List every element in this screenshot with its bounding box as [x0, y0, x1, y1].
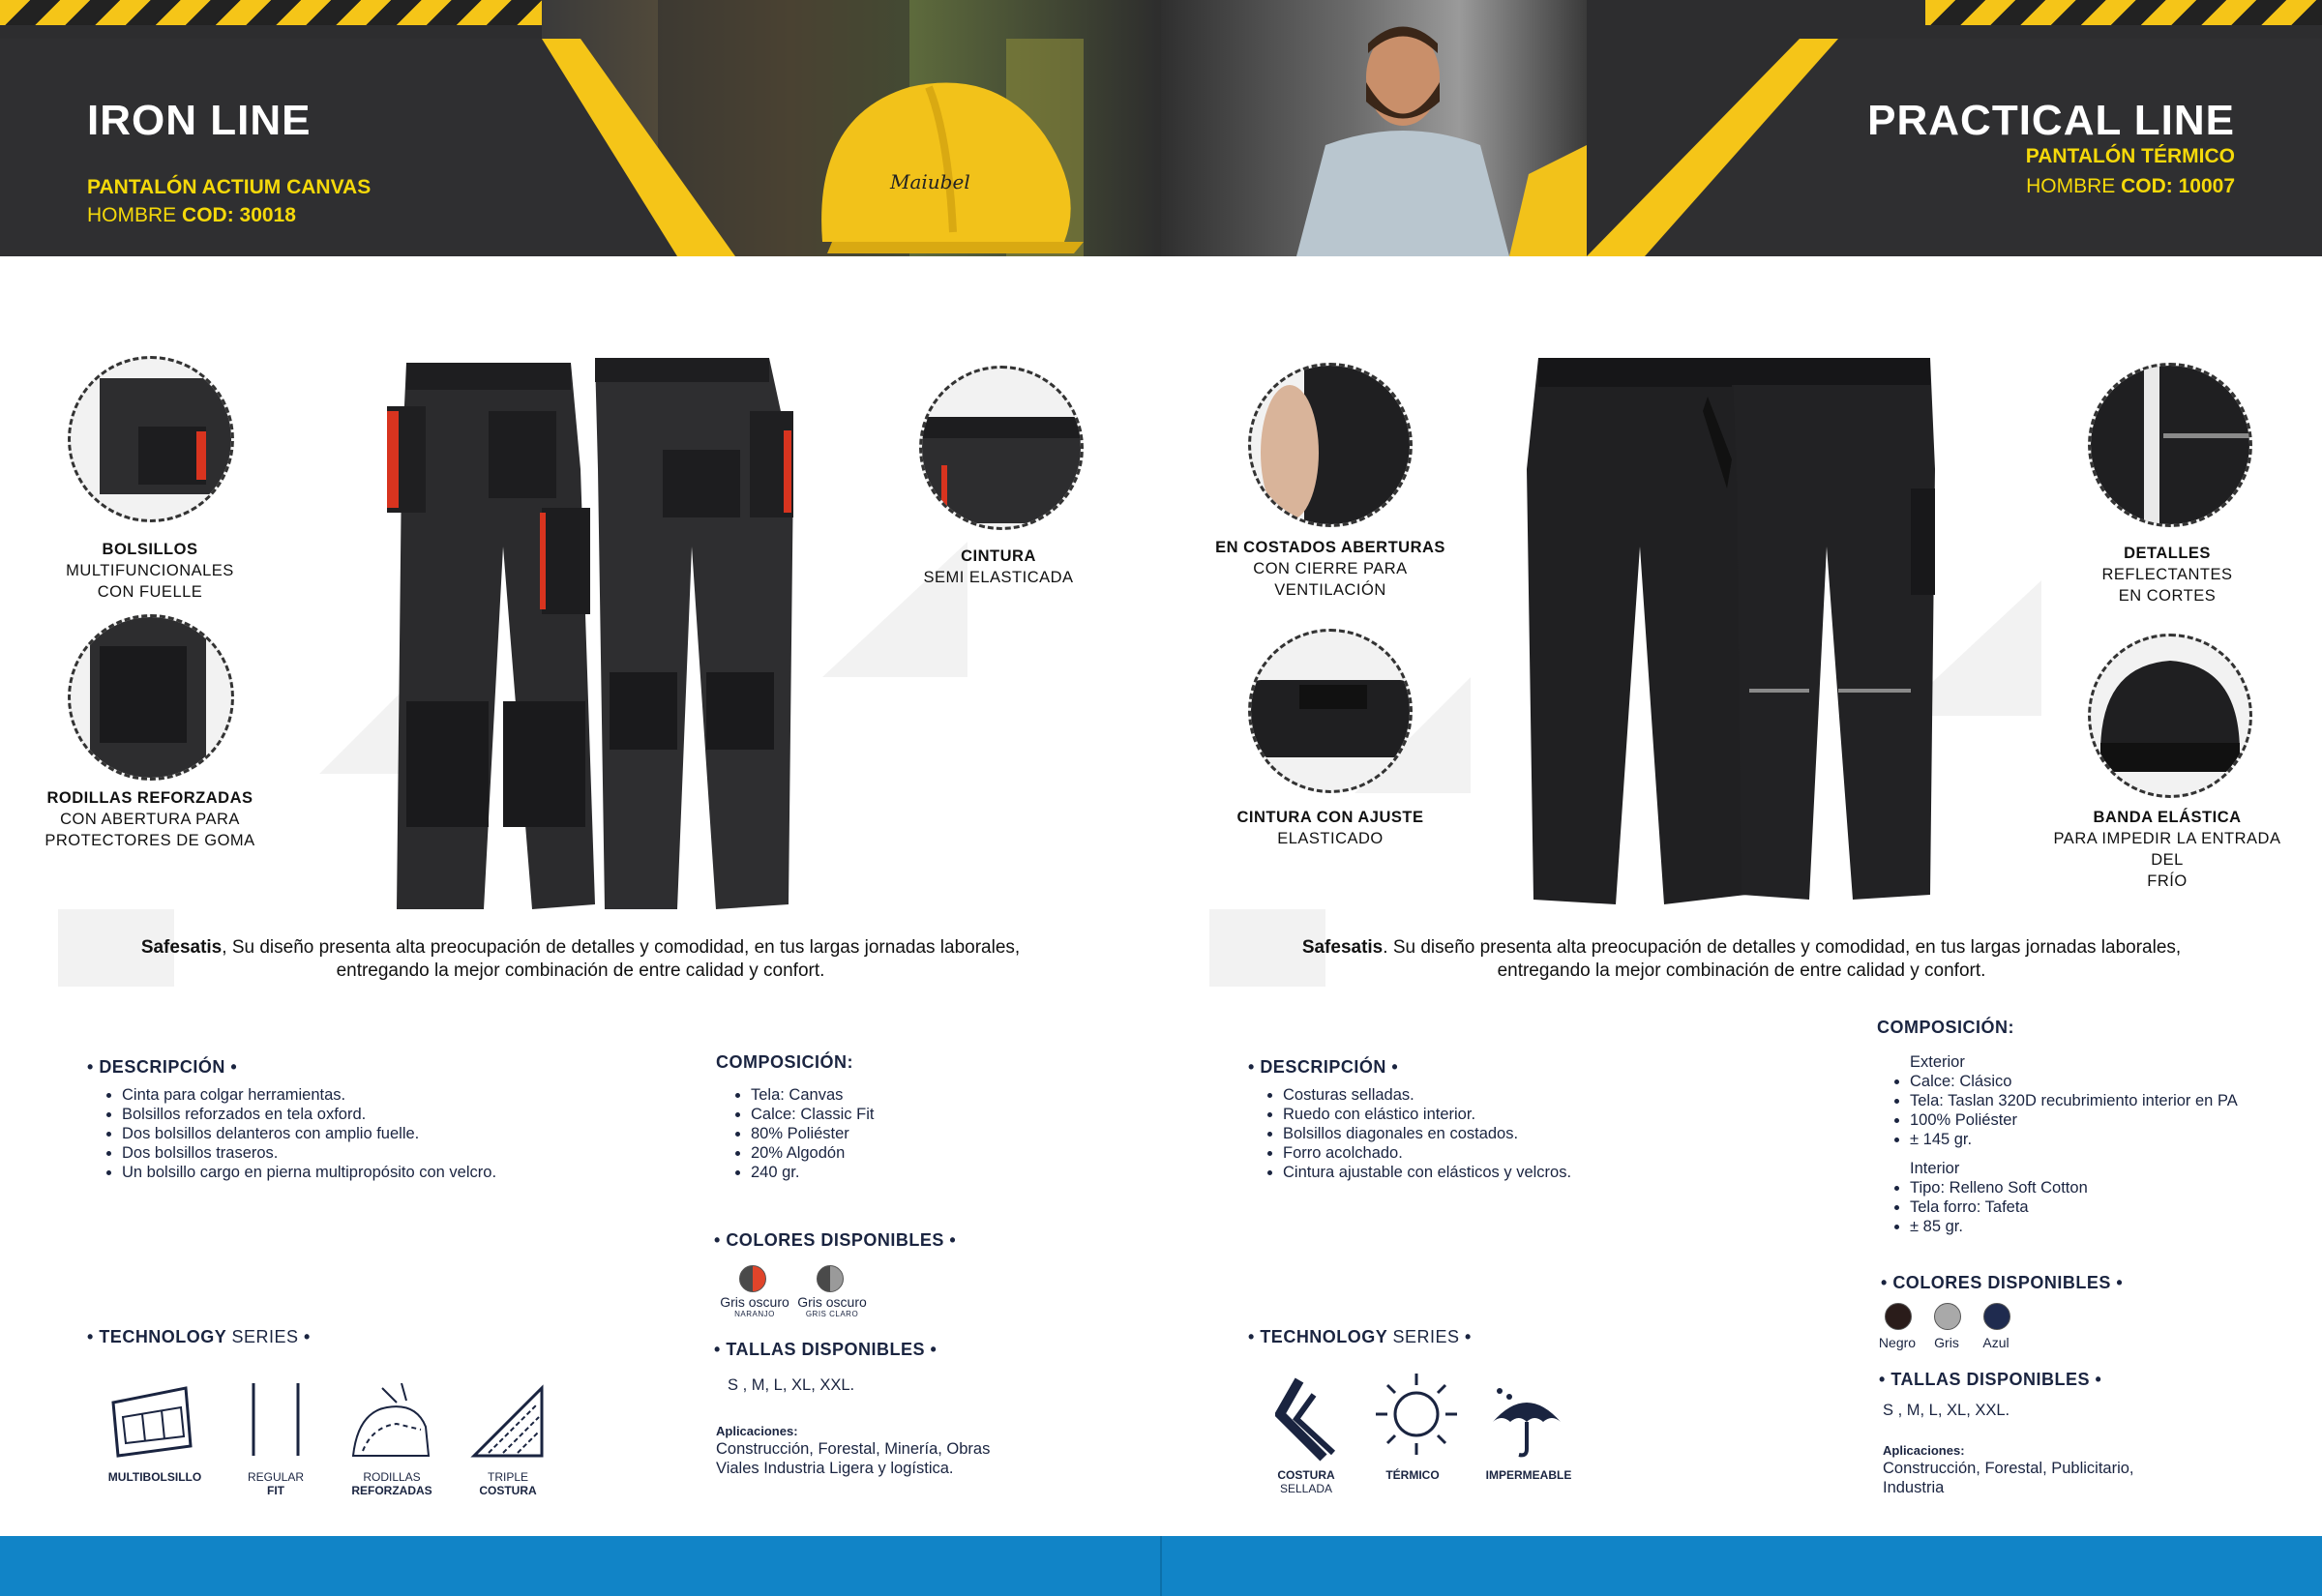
feature-title: EN COSTADOS ABERTURAS	[1215, 539, 1445, 556]
color-label	[716, 1294, 793, 1318]
list-item: • Tela: Canvas	[751, 1085, 874, 1105]
tech-label	[97, 1470, 213, 1484]
right-feature-reflective	[2051, 543, 2283, 606]
color-name: Gris oscuro	[720, 1294, 789, 1310]
left-feature-knees	[19, 787, 281, 851]
section-title: TALLAS DISPONIBLES	[1890, 1370, 2090, 1389]
brand-name: Safesatis	[140, 937, 223, 958]
feature-text: CON CIERRE PARA VENTILACIÓN	[1253, 560, 1408, 599]
list-item: • Calce: Clásico	[1910, 1072, 2238, 1091]
color-swatch-black	[1885, 1303, 1912, 1330]
list-item: • Cinta para colgar herramientas.	[122, 1085, 496, 1105]
color-label: Negro	[1878, 1335, 1917, 1350]
list-item: • Cintura ajustable con elásticos y velcros.	[1283, 1163, 1571, 1182]
tech-label-line1: TRIPLE	[487, 1470, 528, 1484]
right-intro-text	[1219, 936, 2264, 983]
right-feature-adjustable-waist	[1219, 807, 1442, 849]
right-applications-title: Aplicaciones:	[1883, 1443, 1965, 1458]
multipocket-icon	[108, 1383, 195, 1461]
list-item: • 20% Algodón	[751, 1143, 874, 1163]
color-swatch-blue	[1983, 1303, 2010, 1330]
list-item: • Tela: Taslan 320D recubrimiento interior en PA	[1910, 1091, 2238, 1110]
list-item: • Forro acolchado.	[1283, 1143, 1571, 1163]
left-product-code	[87, 204, 296, 227]
left-colors-title: • COLORES DISPONIBLES •	[714, 1230, 957, 1250]
left-sizes-title: • TALLAS DISPONIBLES •	[714, 1340, 938, 1359]
section-title: TALLAS DISPONIBLES	[726, 1340, 925, 1359]
feature-title: DETALLES	[2124, 545, 2211, 562]
pockets-detail-circle	[68, 356, 234, 522]
left-product-name: PANTALÓN ACTIUM CANVAS	[87, 176, 372, 198]
right-sizes: S , M, L, XL, XXL.	[1883, 1402, 2010, 1419]
color-name: Gris oscuro	[797, 1294, 867, 1310]
list-item: • Bolsillos diagonales en costados.	[1283, 1124, 1571, 1143]
brand-name: Safesatis	[1301, 937, 1384, 958]
feature-title: CINTURA	[961, 547, 1036, 565]
section-title: DESCRIPCIÓN	[1260, 1057, 1386, 1077]
left-code: COD: 30018	[182, 204, 296, 226]
reinforced-knee-icon	[343, 1383, 435, 1461]
left-feature-pockets	[39, 539, 261, 603]
tech-label-line1: COSTURA	[1277, 1468, 1335, 1482]
list-item: • Dos bolsillos traseros.	[122, 1143, 496, 1163]
tech-label-line1: TÉRMICO	[1385, 1468, 1440, 1482]
interior-label: Interior	[1910, 1160, 1960, 1177]
tech-title-bold: TECHNOLOGY	[99, 1327, 226, 1346]
sealed-seam-icon	[1275, 1375, 1343, 1463]
list-item: • Calce: Classic Fit	[751, 1105, 874, 1124]
left-applications-title: Aplicaciones:	[716, 1424, 798, 1438]
list-item: • 240 gr.	[751, 1163, 874, 1182]
left-applications: Construcción, Forestal, Minería, Obras Viales Industria Ligera y logística.	[716, 1440, 991, 1477]
tech-label-line2: COSTURA	[479, 1484, 537, 1497]
helmet-logo-text: Maiubel	[890, 170, 970, 193]
feature-text: ELASTICADO	[1277, 830, 1384, 847]
left-description-list	[95, 1085, 496, 1182]
feature-text: PARA IMPEDIR LA ENTRADA DEL FRÍO	[2053, 830, 2281, 890]
right-product-code	[2026, 175, 2235, 198]
tech-label-line1: RODILLAS	[363, 1470, 421, 1484]
right-technology-title: • TECHNOLOGY SERIES •	[1248, 1327, 1472, 1346]
intro-line-2: entregando la mejor combinación de entre calidad y confort.	[336, 961, 825, 981]
right-composition-title: COMPOSICIÓN:	[1877, 1018, 2015, 1037]
left-sizes: S , M, L, XL, XXL.	[728, 1376, 855, 1394]
left-line-title: IRON LINE	[87, 97, 312, 144]
list-item: • Costuras selladas.	[1283, 1085, 1571, 1105]
left-pants-photo	[387, 353, 803, 916]
feature-text: MULTIFUNCIONALES CON FUELLE	[66, 562, 234, 601]
list-item: • Bolsillos reforzados en tela oxford.	[122, 1105, 496, 1124]
tech-label	[1471, 1468, 1587, 1482]
right-interior-list	[1883, 1178, 2088, 1236]
list-item: • Tipo: Relleno Soft Cotton	[1910, 1178, 2088, 1197]
right-colors-title: • COLORES DISPONIBLES •	[1881, 1273, 2124, 1292]
tech-label	[1364, 1468, 1461, 1482]
tech-title-rest: SERIES	[1392, 1327, 1460, 1346]
tech-label	[227, 1470, 324, 1497]
adjustable-waist-detail-circle	[1248, 629, 1413, 793]
right-product-name: PANTALÓN TÉRMICO	[2025, 145, 2235, 167]
list-item: • ± 145 gr.	[1910, 1130, 2238, 1149]
intro-line-1: . Su diseño presenta alta preocupación de detalles y comodidad, en tus largas jornadas laborales,	[1383, 937, 2182, 958]
color-swatch-gray-lightgray	[817, 1265, 844, 1292]
left-technology-title: • TECHNOLOGY SERIES •	[87, 1327, 311, 1346]
right-exterior-list	[1883, 1072, 2238, 1149]
tech-label	[1258, 1468, 1354, 1495]
reflective-detail-circle	[2088, 363, 2252, 527]
list-item: • 80% Poliéster	[751, 1124, 874, 1143]
color-swatch-gray-orange	[739, 1265, 766, 1292]
right-feature-side-zipper	[1200, 537, 1461, 601]
right-description-list	[1256, 1085, 1571, 1182]
tech-label-line2: FIT	[267, 1484, 284, 1497]
right-gender: HOMBRE	[2026, 175, 2116, 197]
left-gender: HOMBRE	[87, 204, 177, 226]
side-zipper-detail-circle	[1248, 363, 1413, 527]
feature-text: CON ABERTURA PARA PROTECTORES DE GOMA	[45, 811, 255, 849]
right-code: COD: 10007	[2121, 175, 2235, 197]
background-pattern	[0, 290, 2322, 1025]
list-item: • Dos bolsillos delanteros con amplio fuelle.	[122, 1124, 496, 1143]
tech-label-line1: IMPERMEABLE	[1485, 1468, 1572, 1482]
list-item: • Tela forro: Tafeta	[1910, 1197, 2088, 1217]
waist-detail-circle	[919, 366, 1084, 530]
list-item: • 100% Poliéster	[1910, 1110, 2238, 1130]
right-line-title: PRACTICAL LINE	[1867, 97, 2235, 144]
section-title: COLORES DISPONIBLES	[726, 1230, 944, 1250]
color-sub: NARANJO	[734, 1310, 775, 1318]
list-item: • Un bolsillo cargo en pierna multipropósito con velcro.	[122, 1163, 496, 1182]
right-description-title: • DESCRIPCIÓN •	[1248, 1057, 1399, 1077]
footer-bar	[0, 1536, 2322, 1596]
intro-line-1: , Su diseño presenta alta preocupación de detalles y comodidad, en tus largas jornadas laborales,	[222, 937, 1021, 958]
regular-fit-icon	[242, 1383, 310, 1461]
list-item: • Ruedo con elástico interior.	[1283, 1105, 1571, 1124]
right-feature-elastic-band	[2041, 807, 2293, 892]
section-title: DESCRIPCIÓN	[99, 1057, 225, 1077]
left-composition-title: COMPOSICIÓN:	[716, 1052, 854, 1072]
list-item: • ± 85 gr.	[1910, 1217, 2088, 1236]
feature-title: BOLSILLOS	[102, 541, 198, 558]
feature-title: BANDA ELÁSTICA	[2093, 809, 2242, 826]
sun-thermal-icon	[1374, 1372, 1459, 1457]
right-sizes-title: • TALLAS DISPONIBLES •	[1879, 1370, 2102, 1389]
tech-label-line1: REGULAR	[247, 1470, 304, 1484]
color-label: Azul	[1982, 1335, 2009, 1350]
left-composition-list	[724, 1085, 874, 1182]
feature-text: SEMI ELASTICADA	[923, 569, 1074, 586]
elastic-band-detail-circle	[2088, 634, 2252, 798]
triple-stitch-icon	[469, 1383, 547, 1461]
feature-title: CINTURA CON AJUSTE	[1236, 809, 1424, 826]
umbrella-icon	[1488, 1383, 1565, 1461]
color-sub: GRIS CLARO	[805, 1310, 859, 1318]
color-swatch-gray	[1934, 1303, 1961, 1330]
tech-label-line1: MULTIBOLSILLO	[107, 1470, 202, 1484]
tech-title-rest: SERIES	[231, 1327, 299, 1346]
right-applications: Construcción, Forestal, Publicitario, Industria	[1883, 1460, 2134, 1496]
left-intro-text	[58, 936, 1103, 983]
tech-label	[455, 1470, 561, 1497]
right-pants-photo	[1519, 353, 1945, 909]
left-feature-waist	[890, 546, 1107, 588]
section-title: COLORES DISPONIBLES	[1892, 1273, 2111, 1292]
color-label	[793, 1294, 871, 1318]
tech-label-line2: REFORZADAS	[351, 1484, 432, 1497]
feature-text: REFLECTANTES EN CORTES	[2101, 566, 2233, 605]
tech-label-line2: SELLADA	[1279, 1482, 1333, 1495]
color-label: Gris	[1934, 1335, 1959, 1350]
tech-title-bold: TECHNOLOGY	[1260, 1327, 1387, 1346]
feature-title: RODILLAS REFORZADAS	[46, 789, 253, 807]
tech-label	[334, 1470, 450, 1497]
exterior-label: Exterior	[1910, 1053, 1965, 1071]
page-divider	[1160, 1536, 1162, 1596]
knees-detail-circle	[68, 614, 234, 781]
header-banner	[0, 0, 2322, 256]
intro-line-2: entregando la mejor combinación de entre calidad y confort.	[1497, 961, 1986, 981]
left-description-title: • DESCRIPCIÓN •	[87, 1057, 238, 1077]
